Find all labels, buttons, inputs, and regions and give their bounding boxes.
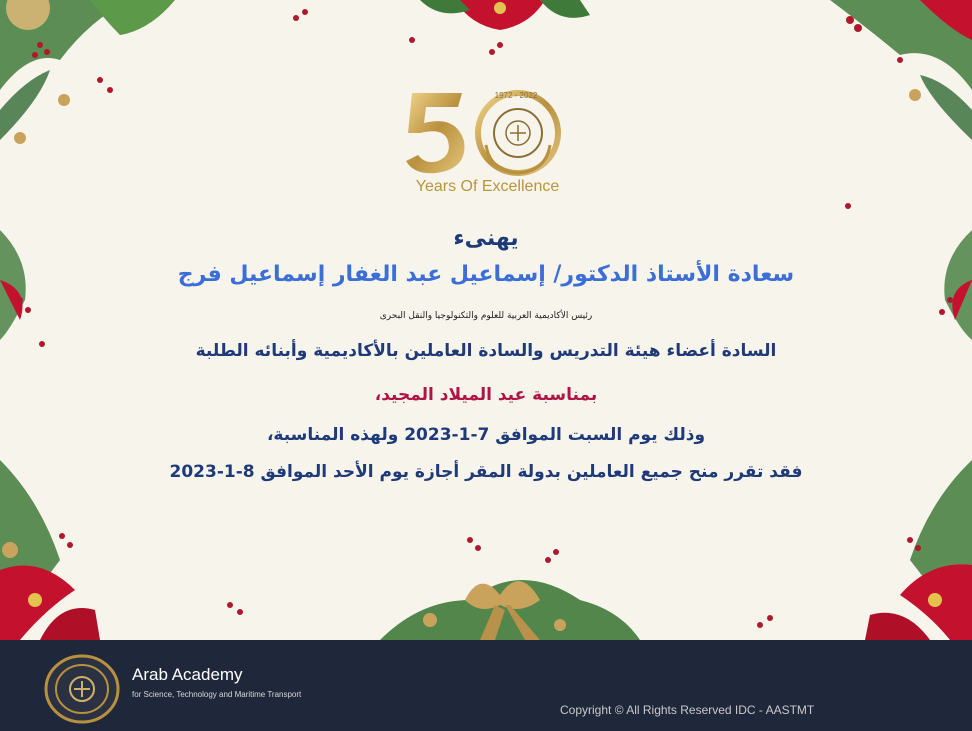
organization-subtitle: for Science, Technology and Maritime Transport <box>132 690 302 699</box>
audience-line: السادة أعضاء هيئة التدريس والسادة العاملين بالأكاديمية وأبنائه الطلبة <box>195 341 777 361</box>
occasion-line: بمناسبة عيد الميلاد المجيد، <box>374 385 598 405</box>
academy-emblem-icon <box>43 653 121 725</box>
top-left-foliage-icon <box>0 0 175 144</box>
recipient-role: رئيس الأكاديمية العربية للعلوم والتكنولوجيا والنقل البحرى <box>379 311 593 321</box>
copyright-notice: Copyright © All Rights Reserved IDC - AASTMT <box>560 703 815 717</box>
anniversary-logo <box>400 85 575 205</box>
top-right-foliage-icon <box>830 0 972 209</box>
recipient-name: سعادة الأستاذ الدكتور/ إسماعيل عبد الغفار إسماعيل فرج <box>177 262 795 287</box>
date-announcement: وذلك يوم السبت الموافق 7-1-2023 ولهذه المناسبة، <box>266 425 706 445</box>
years-range: 1972 - 2022 <box>494 91 538 100</box>
footer <box>0 640 972 731</box>
greeting-heading: يهنىء <box>453 226 519 251</box>
organization-name: Arab Academy <box>132 665 243 684</box>
bottom-right-poinsettia-icon <box>757 460 972 640</box>
top-center-poinsettia-icon <box>293 0 590 55</box>
bottom-left-poinsettia-icon <box>0 460 243 640</box>
logo-tagline: Years Of Excellence <box>415 178 560 195</box>
bottom-center-bow-icon <box>380 537 640 640</box>
holiday-announcement: فقد تقرر منح جميع العاملين بدولة المقر أجازة يوم الأحد الموافق 8-1-2023 <box>169 462 803 482</box>
